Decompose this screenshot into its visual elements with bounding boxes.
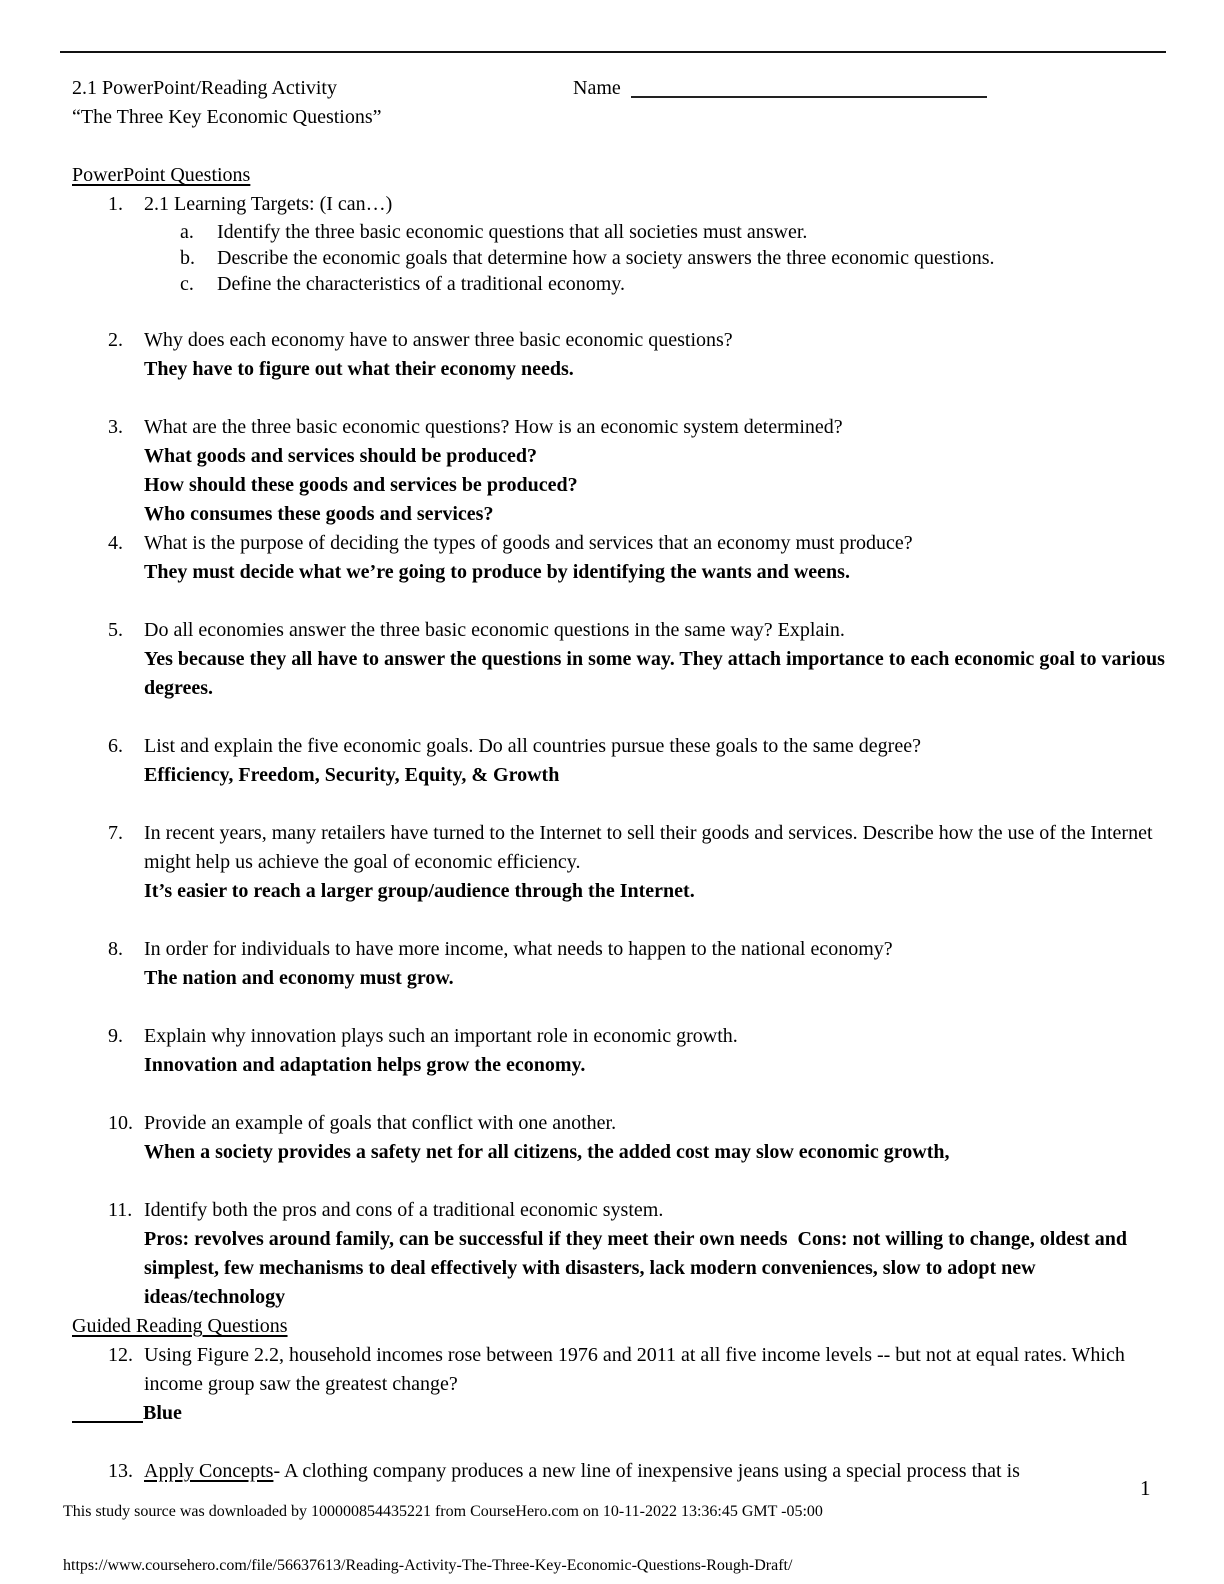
subitem-c <box>144 271 1165 297</box>
question-13 <box>72 1457 1165 1486</box>
answer-text: Yes because they all have to answer the questions in some way. They attach importance to each economic goal to various degrees. <box>144 648 1170 699</box>
question-text: 2.1 Learning Targets: (I can…) <box>144 193 393 215</box>
name-field <box>573 74 987 103</box>
subitem-text: Identify the three basic economic questions that all societies must answer. <box>217 221 808 243</box>
question-number: 10. <box>108 1112 133 1134</box>
question-number: 4. <box>108 532 123 554</box>
document-header <box>72 74 1165 103</box>
question-text: Apply Concepts- A clothing company produces a new line of inexpensive jeans using a special process that is <box>144 1460 1020 1482</box>
question-number: 7. <box>108 822 123 844</box>
question-10 <box>72 1109 1165 1167</box>
answer-text: What goods and services should be produced? <box>144 445 538 467</box>
question-4 <box>72 529 1165 587</box>
activity-subtitle: “The Three Key Economic Questions” <box>72 106 382 128</box>
answer-text: It’s easier to reach a larger group/audience through the Internet. <box>144 880 695 902</box>
question-text: In order for individuals to have more income, what needs to happen to the national economy? <box>144 938 893 960</box>
section-heading-powerpoint: PowerPoint Questions <box>72 164 251 186</box>
question-number: 8. <box>108 938 123 960</box>
answer-text: They must decide what we’re going to produce by identifying the wants and weens. <box>144 561 850 583</box>
question-2 <box>72 326 1165 384</box>
answer-text: They have to figure out what their economy needs. <box>144 358 574 380</box>
answer-line <box>144 1399 1165 1428</box>
answer-text: Blue <box>143 1402 182 1424</box>
question-text: Identify both the pros and cons of a traditional economic system. <box>144 1199 664 1221</box>
subitem-letter: a. <box>180 221 194 243</box>
question-6 <box>72 732 1165 790</box>
subitem-text: Define the characteristics of a traditional economy. <box>217 273 625 295</box>
page-number: 1 <box>1140 1476 1151 1500</box>
answer-text: Innovation and adaptation helps grow the economy. <box>144 1054 586 1076</box>
answer-text: Efficiency, Freedom, Security, Equity, & Growth <box>144 764 560 786</box>
question-11 <box>72 1196 1165 1312</box>
subitem-letter: b. <box>180 247 195 269</box>
answer-text: Who consumes these goods and services? <box>144 503 494 525</box>
question-text: Explain why innovation plays such an important role in economic growth. <box>144 1025 738 1047</box>
answer-blank-line <box>72 1421 143 1423</box>
question-5 <box>72 616 1170 703</box>
question-text: List and explain the five economic goals. Do all countries pursue these goals to the same degree? <box>144 735 921 757</box>
question-number: 1. <box>108 193 123 215</box>
source-url[interactable]: https://www.coursehero.com/file/56637613/Reading-Activity-The-Three-Key-Economic-Questions-Rough-Draft/ <box>63 1557 793 1574</box>
question-number: 12. <box>108 1344 133 1366</box>
name-label: Name <box>573 77 621 99</box>
answer-text: The nation and economy must grow. <box>144 967 454 989</box>
answer-text: How should these goods and services be produced? <box>144 474 578 496</box>
question-12 <box>72 1341 1165 1428</box>
question-number: 11. <box>108 1199 133 1221</box>
answer-text: When a society provides a safety net for all citizens, the added cost may slow economic growth, <box>144 1141 950 1163</box>
question-8 <box>72 935 1165 993</box>
apply-concepts-label: Apply Concepts <box>144 1460 274 1482</box>
subitem-b <box>144 245 1165 271</box>
question-number: 13. <box>108 1460 133 1482</box>
question-number: 5. <box>108 619 123 641</box>
question-3 <box>72 413 1165 529</box>
subitem-a <box>144 219 1165 245</box>
question-text: What are the three basic economic questions? How is an economic system determined? <box>144 416 843 438</box>
question-number: 9. <box>108 1025 123 1047</box>
question-7 <box>72 819 1165 906</box>
name-blank-line <box>631 96 987 98</box>
subitem-letter: c. <box>180 273 194 295</box>
download-note: This study source was downloaded by 100000854435221 from CourseHero.com on 10-11-2022 13:36:45 GMT -05:00 <box>63 1503 823 1520</box>
question-text: Using Figure 2.2, household incomes rose between 1976 and 2011 at all five income levels -- but not at equal rates. Which income group saw the greatest change? <box>144 1344 1125 1395</box>
header-rule <box>60 51 1166 53</box>
question-text: Do all economies answer the three basic economic questions in the same way? Explain. <box>144 619 845 641</box>
question-number: 6. <box>108 735 123 757</box>
question-1 <box>72 190 1165 297</box>
subitem-text: Describe the economic goals that determine how a society answers the three economic questions. <box>217 247 995 269</box>
question-number: 3. <box>108 416 123 438</box>
section-heading-guided: Guided Reading Questions <box>72 1315 288 1337</box>
question-number: 2. <box>108 329 123 351</box>
question-text: In recent years, many retailers have turned to the Internet to sell their goods and services. Describe how the use of the Internet might help us achieve the goal of economic efficiency. <box>144 822 1153 873</box>
question-9 <box>72 1022 1165 1080</box>
activity-title: 2.1 PowerPoint/Reading Activity <box>72 77 337 99</box>
answer-text: Pros: revolves around family, can be successful if they meet their own needs Cons: not willing to change, oldest and simplest, few mechanisms to deal effectively with disasters, lack modern conveniences, slow to adopt new ideas/technology <box>144 1228 1132 1308</box>
question-text: What is the purpose of deciding the types of goods and services that an economy must produce? <box>144 532 913 554</box>
question-text: Why does each economy have to answer three basic economic questions? <box>144 329 733 351</box>
question-text: Provide an example of goals that conflict with one another. <box>144 1112 617 1134</box>
